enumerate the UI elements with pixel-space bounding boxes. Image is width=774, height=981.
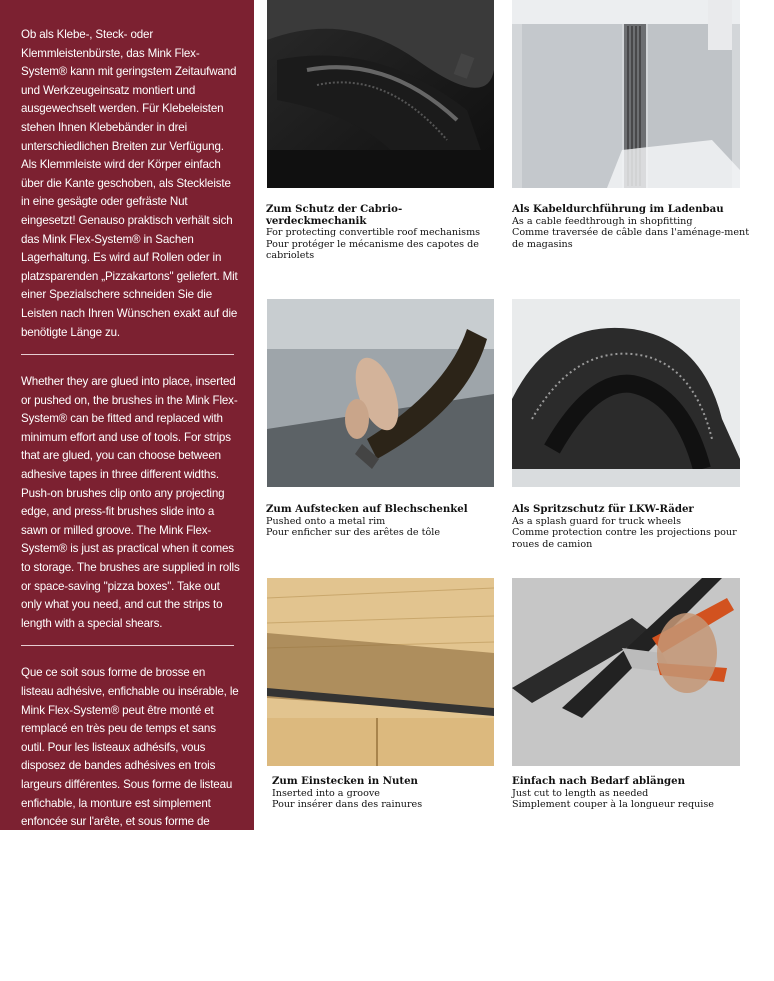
divider	[21, 645, 234, 646]
caption-french: Comme protection contre les projections pour roues de camion	[512, 527, 737, 550]
groove-insert-photo	[267, 578, 494, 766]
metal-rim-photo	[267, 299, 494, 487]
caption-title: Als Spritzschutz für LKW-Räder	[512, 503, 694, 515]
convertible-roof-photo	[267, 0, 494, 188]
shopfitting-cable-photo	[512, 0, 740, 188]
caption-groove-insert	[272, 776, 507, 811]
caption-truck-wheel	[512, 504, 740, 550]
truck-wheel-photo	[512, 299, 740, 487]
caption-convertible-roof	[266, 204, 501, 262]
caption-title: Zum Aufstecken auf Blechschenkel	[266, 503, 468, 515]
caption-french: Pour insérer dans des rainures	[272, 799, 423, 811]
divider	[21, 354, 234, 355]
caption-cutting	[512, 776, 752, 811]
cutting-shears-photo	[512, 578, 740, 766]
caption-metal-rim	[266, 504, 506, 539]
caption-french: Pour enficher sur des arêtes de tôle	[266, 527, 441, 539]
caption-english: As a splash guard for truck wheels	[512, 515, 682, 527]
caption-french: Comme traversée de câble dans l'aménage-ment de magasins	[512, 227, 750, 250]
german-paragraph: Ob als Klebe-, Steck- oder Klemmleistenbürste, das Mink Flex-System® kann mit geringstem Zeitaufwand und Werkzeugeinsatz montiert und ausgewechselt werden. Für Klebeleisten stehen Ihnen Klebebänder in drei unterschiedlichen Breiten zur Verfügung. Als Klemmleiste wird der Körper einfach über die Kante geschoben, als Steckleiste in eine gesägte oder gefräste Nut eingesetzt! Genauso praktisch verhält sich das Mink Flex-System® in Sachen Lagerhaltung. Es wird auf Rollen oder in platzsparenden „Pizzakartons" geliefert. Mit einer Spezialschere schneiden Sie die Leisten nach Ihren Wünschen exakt auf die benötigte Länge zu.	[21, 28, 238, 339]
caption-french: Simplement couper à la longueur requise	[512, 799, 714, 811]
english-paragraph: Whether they are glued into place, inserted or pushed on, the brushes in the Mink Flex-System® can be fitted and replaced with minimum effort and use of tools. For strips that are glued, you can choose between adhesive tapes in three different widths. Push-on brushes clip onto any projecting edge, and press-fit brushes slide into a sawn or milled groove. The Mink Flex-System® is just as practical when it comes to storage. The brushes are supplied in rolls or space-saving "pizza boxes". Take out only what you need, and cut the strips to length with a special shears.	[21, 375, 240, 630]
text-sidebar	[0, 0, 254, 977]
caption-english: Just cut to length as needed	[512, 787, 649, 799]
caption-shopfitting	[512, 204, 752, 250]
french-paragraph: Que ce soit sous forme de brosse en listeau adhésive, enfichable ou insérable, le Mink Flex-System® peut être monté et remplacé en très peu de temps et sans outil. Pour les listeaux adhésifs, vous disposez de bandes adhésives en trois largeurs différentes. Sous forme de listeau enfichable, la monture est simplement enfoncée sur l'arête, et sous forme de listeau insérable, elle est engagée dans une rainure sciée ou fraisée! Le Mink Flex-System® se révèle tout aussi pratique en ce qui concerne le stockage. Il est livré en bobines ou dans des «cartons à pizza» peu encombrants. Avec des ciseaux spéciaux, vous coupez les listeaux exactement à la longueur que	[21, 666, 239, 977]
caption-title: Zum Einstecken in Nuten	[272, 775, 418, 787]
caption-english: Inserted into a groove	[272, 787, 380, 799]
caption-english: For protecting convertible roof mechanisms	[266, 227, 481, 239]
caption-title: Zum Schutz der Cabrio-verdeckmechanik	[266, 203, 403, 227]
caption-title: Einfach nach Bedarf ablängen	[512, 775, 686, 787]
caption-french: Pour protéger le mécanisme des capotes de cabriolets	[266, 238, 479, 262]
caption-english: Pushed onto a metal rim	[266, 515, 386, 527]
caption-english: As a cable feedthrough in shopfitting	[512, 215, 693, 227]
caption-title: Als Kabeldurchführung im Ladenbau	[512, 203, 724, 215]
